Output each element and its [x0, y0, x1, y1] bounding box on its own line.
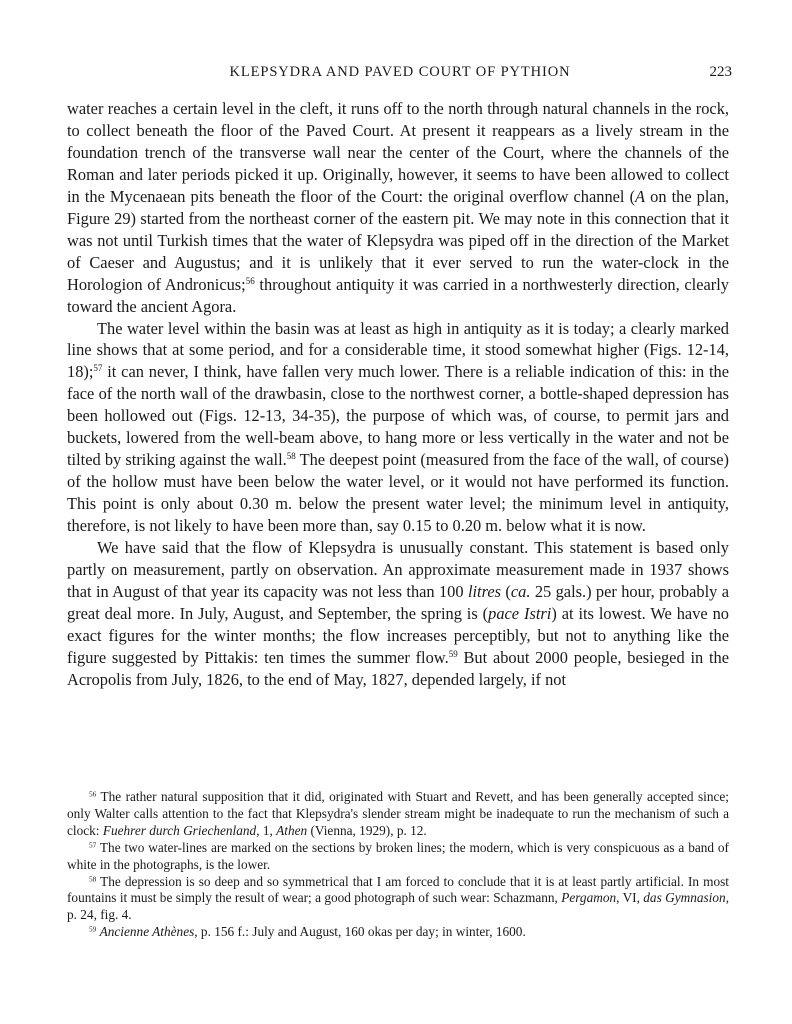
paragraph-1: water reaches a certain level in the cleft, it runs off to the north through natural channels in the rock, to collect beneath the floor of the Paved Court. At present it reappears as a lively stream in the foundation trench of the transverse wall near the center of the Court, where the channels of the Roman and later periods picked it up. Originally, however, it seems to have been allowed to collect in the Mycenaean pits beneath the floor of the Court: the original overflow channel (A on the plan, Figure 29) started from the northeast corner of the eastern pit. We may note in this connection that it was not until Turkish times that the water of Klepsydra was piped off in the direction of the Market of Caeser and Augustus; and it is unlikely that it ever served to run the water-clock in the Horologion of Andronicus;$^{56}$ throughout antiquity it was carried in a northwesterly direction, clearly toward the ancient Agora. — [67, 99, 729, 316]
footnote-ref-56: 56 — [245, 275, 255, 286]
footnote-58: $^{58}$ The depression is so deep and so symmetrical that I am forced to conclude that it is at least partly artificial. In most fountains it must be simply the result of wear; a good photograph of such wear: Schazmann, Pergamon, VI, das Gymnasion, p. 24, fig. 4. — [67, 873, 730, 923]
footnotes — [67, 789, 729, 941]
paragraph-3: We have said that the flow of Klepsydra is unusually constant. This statement is based only partly on measurement, partly on observation. An approximate measurement made in 1937 shows that in August of that year its capacity was not less than 100 litres (ca. 25 gals.) per hour, probably a great deal more. In July, August, and September, the spring is (pace Istri) at its lowest. We have no exact figures for the winter months; the flow increases perceptibly, but not to anything like the figure suggested by Pittakis: ten times the summer flow.$^{59}$ But about 2000 people, besieged in the Acropolis from July, 1826, to the end of May, 1827, depended largely, if not — [67, 538, 730, 689]
footnote-ref-59: 59 — [448, 648, 458, 659]
body-text — [67, 98, 729, 691]
footnote-59: $^{59}$ Ancienne Athènes, p. 156 f.: July and August, 160 okas per day; in winter, 1600. — [89, 924, 526, 940]
page-number: 223 — [709, 64, 732, 80]
running-head: KLEPSYDRA AND PAVED COURT OF PYTHION — [229, 64, 571, 80]
footnote-56: $^{56}$ The rather natural supposition that it did, originated with Stuart and Revett, and has been generally accepted since; only Walter calls attention to the fact that Klepsydra's slender stream might be inadequate to run the mechanism of such a clock: Fuehrer durch Griechenland, 1, Athen (Vienna, 1929), p. 12. — [67, 789, 729, 838]
footnote-ref-57: 57 — [93, 363, 103, 374]
paragraph-2: The water level within the basin was at least as high in antiquity as it is today; a clearly marked line shows that at some period, and for a considerable time, it stood somewhat higher (Figs. 12-14, 18);$^{57}$ it can never, I think, have fallen very much lower. There is a reliable indication of this: in the face of the north wall of the drawbasin, close to the northwest corner, a bottle-shaped depression has been hollowed out (Figs. 12-13, 34-35), the purpose of which was, of course, to permit jars and buckets, lowered from the well-beam above, to hang more or less vertically in the water and not be tilted by striking against the wall.$^{58}$ The deepest point (measured from the face of the wall, of course) of the hollow must have been below the water level, or it would not have performed its function. This point is only about 0.30 m. below the present water level; the minimum level in antiquity, therefore, is not likely to have been more than, say 0.15 to 0.20 m. below what it is now. — [67, 318, 729, 536]
footnote-ref-58: 58 — [286, 451, 296, 462]
footnote-57: $^{57}$ The two water-lines are marked on the sections by broken lines; the modern, which is very conspicuous as a band of white in the photographs, is the lower. — [67, 839, 729, 872]
plan-letter: A — [635, 186, 646, 206]
page-header — [68, 64, 732, 86]
